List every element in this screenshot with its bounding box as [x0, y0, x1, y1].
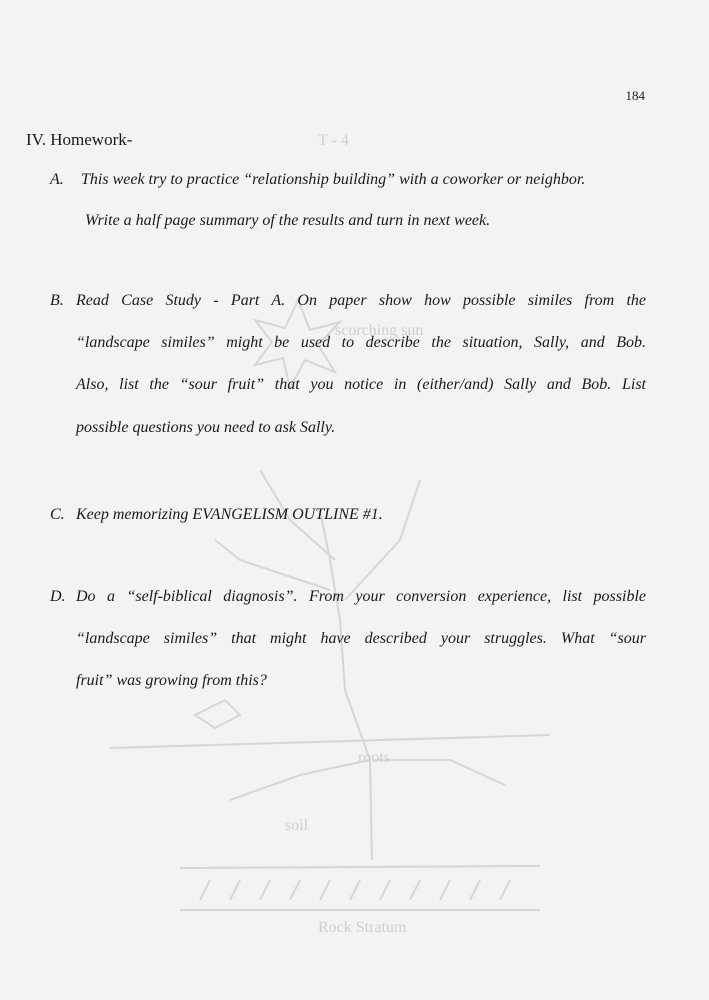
- ghost-branch-mid: [215, 540, 330, 590]
- item-letter: C.: [50, 506, 65, 523]
- item-line: Read Case Study - Part A. On paper show how possible similes from the: [76, 292, 646, 309]
- page-number: 184: [625, 88, 645, 103]
- item-line: fruit” was growing from this?: [76, 672, 267, 689]
- ghost-sun-label: scorching sun: [335, 322, 424, 339]
- ghost-root-left: [230, 760, 370, 800]
- ghost-branch-right: [345, 480, 420, 600]
- ghost-ground-line: [110, 735, 550, 748]
- homework-item-d: [50, 588, 646, 698]
- item-line: Keep memorizing EVANGELISM OUTLINE #1.: [76, 506, 383, 523]
- ghost-roots-label: roots: [358, 749, 390, 766]
- ghost-top-label: T - 4: [318, 132, 349, 149]
- item-line: This week try to practice “relationship building” with a coworker or neighbor.: [81, 171, 586, 188]
- item-line: “landscape similes” might be used to describe the situation, Sally, and Bob.: [76, 334, 646, 351]
- homework-item-a: [50, 171, 646, 231]
- item-letter: A.: [50, 171, 64, 188]
- item-line: possible questions you need to ask Sally.: [76, 419, 336, 436]
- homework-item-c: [50, 506, 646, 530]
- item-line: Do a “self-biblical diagnosis”. From your conversion experience, list possible: [76, 588, 646, 605]
- ghost-fruit: [195, 700, 240, 728]
- item-line: Write a half page summary of the results and turn in next week.: [85, 212, 491, 229]
- item-line: Also, list the “sour fruit” that you notice in (either/and) Sally and Bob. List: [76, 376, 646, 393]
- item-letter: D.: [50, 588, 66, 605]
- section-heading: IV. Homework-: [26, 130, 133, 149]
- ghost-soil-label: soil: [285, 817, 309, 834]
- item-letter: B.: [50, 292, 64, 309]
- ghost-hatching: [200, 880, 510, 900]
- ghost-root-right: [372, 760, 505, 785]
- item-line: “landscape similes” that might have described your struggles. What “sour: [76, 630, 646, 647]
- ghost-soil-line: [180, 866, 540, 868]
- homework-item-b: [50, 292, 646, 442]
- ghost-rock-label: Rock Stratum: [318, 919, 407, 936]
